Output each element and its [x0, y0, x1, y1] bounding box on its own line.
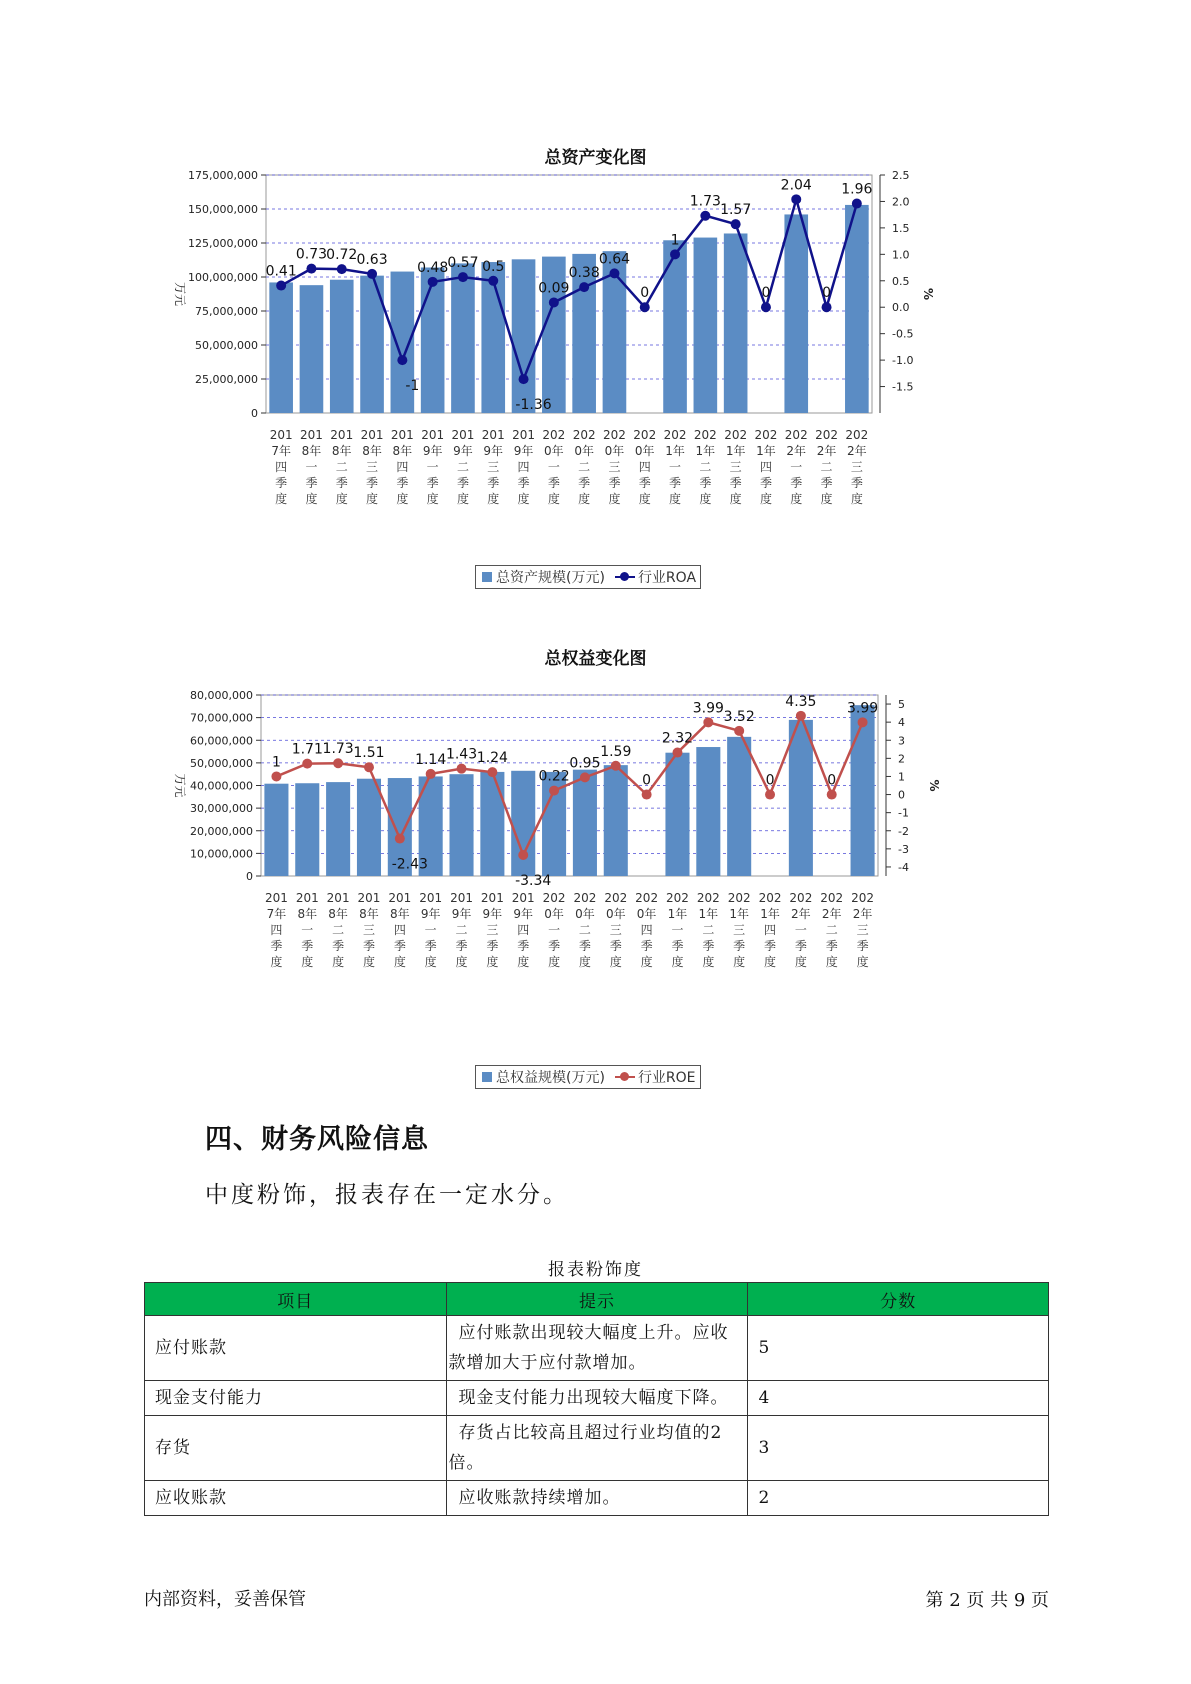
data-label: 0.73 — [295, 246, 328, 263]
line-point — [397, 355, 407, 365]
legend-line-swatch — [615, 576, 635, 578]
y-tick-label: 125,000,000 — [188, 237, 258, 250]
line-point — [796, 711, 806, 721]
bar — [851, 705, 875, 876]
x-tick-label: 202 2年二季度 — [820, 891, 844, 969]
y-tick-label: 175,000,000 — [188, 170, 258, 182]
y2-tick-label: 0 — [898, 788, 905, 802]
data-label: 0.09 — [538, 280, 570, 297]
data-label: 0.95 — [569, 755, 601, 772]
data-label: 0 — [761, 285, 771, 302]
bar — [663, 240, 687, 413]
legend-bar-label: 总资产规模(万元) — [496, 570, 605, 586]
x-tick-label: 202 1年四季度 — [758, 891, 782, 969]
data-label: 0 — [765, 772, 775, 789]
data-label: 1.71 — [291, 741, 323, 758]
cell-item: 应付账款 — [145, 1316, 447, 1381]
bar — [330, 280, 354, 413]
data-label: 1.51 — [353, 745, 385, 762]
y2-tick-label: 2.5 — [892, 170, 910, 182]
x-tick-label: 202 2年三季度 — [845, 428, 869, 506]
y2-axis-label: % — [927, 779, 941, 792]
y-tick-label: 50,000,000 — [195, 339, 258, 352]
line-point — [765, 790, 775, 800]
data-label: 0 — [642, 772, 652, 789]
table-caption: 报表粉饰度 — [548, 1260, 643, 1280]
x-tick-label: 202 1年二季度 — [693, 428, 717, 506]
data-label: -3.34 — [515, 873, 552, 890]
y-tick-label: 0 — [246, 870, 253, 883]
section-heading: 四、财务风险信息 — [205, 1124, 429, 1155]
x-tick-label: 202 2年一季度 — [784, 428, 808, 506]
cell-item: 应收账款 — [145, 1481, 447, 1516]
data-label: 0 — [640, 285, 650, 302]
bar — [727, 737, 751, 876]
bar — [696, 747, 720, 876]
y2-tick-label: 0.5 — [892, 274, 910, 288]
line-point — [700, 211, 710, 221]
line-point — [670, 249, 680, 259]
line-point — [271, 771, 281, 781]
bar — [421, 267, 445, 413]
y2-tick-label: 5 — [898, 698, 905, 712]
y2-tick-label: 4 — [898, 716, 905, 730]
x-tick-label: 202 2年二季度 — [815, 428, 839, 506]
cell-item: 存货 — [145, 1416, 447, 1481]
line-point — [761, 302, 771, 312]
line-point — [458, 272, 468, 282]
line-point — [734, 726, 744, 736]
header-tip: 提示 — [446, 1283, 748, 1316]
y-tick-label: 25,000,000 — [195, 373, 258, 386]
data-label: 1.14 — [415, 751, 447, 768]
x-tick-label: 201 9年一季度 — [419, 891, 443, 969]
line-point — [549, 297, 559, 307]
y2-tick-label: -3 — [898, 842, 909, 856]
data-label: 2.04 — [780, 177, 812, 194]
cell-tip: 现金支付能力出现较大幅度下降。 — [446, 1381, 748, 1416]
x-tick-label: 201 9年一季度 — [421, 428, 445, 506]
y2-tick-label: -1 — [898, 806, 909, 820]
x-tick-label: 202 1年二季度 — [696, 891, 720, 969]
bar — [269, 282, 293, 413]
risk-table — [144, 1282, 1049, 1516]
chart-legend-equity — [475, 1065, 701, 1089]
x-tick-label: 201 9年三季度 — [480, 891, 504, 969]
x-tick-label: 201 9年二季度 — [450, 891, 473, 969]
y2-tick-label: 3 — [898, 734, 905, 748]
line-point — [395, 834, 405, 844]
cell-score: 4 — [748, 1381, 1049, 1416]
bar — [357, 779, 381, 876]
line-point — [858, 717, 868, 727]
data-label: 4.35 — [785, 693, 817, 710]
line-point — [642, 790, 652, 800]
line-point — [306, 264, 316, 274]
y2-axis-label: % — [921, 287, 935, 301]
line-point — [457, 764, 467, 774]
table-header-row — [145, 1283, 1049, 1316]
y-tick-label: 70,000,000 — [190, 711, 253, 725]
y2-tick-label: 0.0 — [892, 301, 910, 315]
table-row — [145, 1381, 1049, 1416]
legend-bar-label: 总权益规模(万元) — [496, 1070, 605, 1086]
chart-total-equity — [170, 680, 1010, 1060]
x-tick-label: 201 9年二季度 — [451, 428, 475, 506]
data-label: 1.43 — [445, 746, 478, 763]
y-tick-label: 75,000,000 — [195, 305, 258, 318]
data-label: 0.57 — [447, 255, 479, 272]
x-tick-label: 201 9年三季度 — [481, 428, 505, 506]
y-tick-label: 100,000,000 — [188, 271, 258, 284]
cell-score: 5 — [748, 1316, 1049, 1381]
data-label: 0.72 — [326, 247, 358, 264]
data-label: -2.43 — [391, 856, 428, 873]
bar — [511, 771, 535, 876]
y-tick-label: 80,000,000 — [190, 689, 253, 702]
x-tick-label: 201 8年一季度 — [295, 891, 319, 969]
line-point — [518, 850, 528, 860]
y-tick-label: 0 — [251, 407, 258, 420]
bar — [694, 238, 718, 413]
x-tick-label: 202 1年三季度 — [727, 891, 751, 969]
x-tick-label: 202 0年四季度 — [633, 428, 657, 506]
line-point — [549, 786, 559, 796]
x-tick-label: 201 8年三季度 — [357, 891, 381, 969]
x-tick-label: 201 8年一季度 — [299, 428, 323, 506]
line-point — [488, 276, 498, 286]
y-tick-label: 40,000,000 — [190, 779, 253, 793]
y2-tick-label: 2.0 — [892, 195, 910, 209]
chart-title-assets: 总资产变化图 — [544, 148, 647, 168]
header-score: 分数 — [748, 1283, 1049, 1316]
x-tick-label: 202 0年三季度 — [602, 428, 626, 506]
line-point — [703, 717, 713, 727]
bar — [789, 720, 813, 876]
y-tick-label: 10,000,000 — [190, 847, 253, 861]
x-tick-label: 201 8年四季度 — [390, 428, 414, 506]
cell-score: 3 — [748, 1416, 1049, 1481]
chart-title-equity: 总权益变化图 — [544, 649, 647, 669]
chart-legend-assets — [475, 565, 701, 589]
header-item: 项目 — [145, 1283, 447, 1316]
line-point — [731, 219, 741, 229]
table-row — [145, 1481, 1049, 1516]
bar — [295, 783, 319, 876]
cell-tip: 应收账款持续增加。 — [446, 1481, 748, 1516]
y2-tick-label: -0.5 — [892, 327, 914, 341]
y2-tick-label: 1.0 — [892, 248, 910, 262]
x-tick-label: 201 8年二季度 — [326, 891, 350, 969]
y-tick-label: 150,000,000 — [188, 203, 258, 216]
chart-total-assets — [170, 170, 1010, 560]
line-point — [367, 269, 377, 279]
x-tick-label: 202 1年三季度 — [724, 428, 748, 506]
bar — [326, 782, 350, 876]
data-label: 0.63 — [356, 251, 388, 268]
data-label: 1.73 — [689, 193, 721, 210]
x-tick-label: 202 0年一季度 — [542, 891, 566, 969]
x-tick-label: 202 0年三季度 — [604, 891, 628, 969]
line-point — [333, 758, 343, 768]
x-tick-label: 201 8年四季度 — [388, 891, 412, 969]
y-tick-label: 20,000,000 — [190, 824, 253, 838]
cell-score: 2 — [748, 1481, 1049, 1516]
data-label: 0.38 — [568, 265, 600, 282]
y-axis-label: 万元 — [173, 773, 187, 798]
x-tick-label: 201 9年四季度 — [511, 891, 535, 969]
line-point — [672, 748, 682, 758]
cell-tip: 存货占比较高且超过行业均值的2倍。 — [446, 1416, 748, 1481]
data-label: 1.96 — [841, 181, 873, 198]
cell-tip: 应付账款出现较大幅度上升。应收款增加大于应付款增加。 — [446, 1316, 748, 1381]
data-label: 0.64 — [598, 251, 631, 268]
x-tick-label: 202 0年二季度 — [572, 428, 596, 506]
data-label: 1 — [670, 232, 680, 249]
x-tick-label: 202 0年二季度 — [573, 891, 597, 969]
bar — [300, 285, 324, 413]
y2-tick-label: -2 — [898, 824, 909, 838]
bar — [573, 770, 597, 876]
legend-bar-swatch — [482, 1072, 492, 1082]
y2-tick-label: -4 — [898, 860, 909, 874]
line-point — [852, 199, 862, 209]
x-tick-label: 201 7年四季度 — [269, 428, 293, 506]
x-tick-label: 202 1年一季度 — [666, 891, 689, 969]
x-tick-label: 202 2年三季度 — [851, 891, 875, 969]
data-label: 3.52 — [723, 708, 755, 725]
cell-item: 现金支付能力 — [145, 1381, 447, 1416]
y2-tick-label: -1.5 — [892, 380, 914, 394]
line-point — [791, 194, 801, 204]
data-label: 0.5 — [482, 258, 505, 275]
x-tick-label: 202 0年一季度 — [542, 428, 566, 506]
x-tick-label: 201 9年四季度 — [512, 428, 536, 506]
bar — [784, 214, 808, 413]
bar — [480, 772, 504, 876]
data-label: 1 — [271, 754, 281, 771]
data-label: 0 — [822, 285, 832, 302]
bar — [449, 774, 473, 876]
data-label: -1.36 — [515, 397, 552, 414]
data-label: 1.24 — [476, 750, 508, 767]
data-label: 1.73 — [322, 741, 354, 758]
data-label: 2.32 — [661, 730, 694, 747]
y2-tick-label: 1.5 — [892, 221, 910, 235]
legend-line-swatch — [615, 1076, 635, 1078]
x-tick-label: 201 7年四季度 — [264, 891, 288, 969]
legend-line-label: 行业ROE — [637, 1070, 696, 1086]
data-label: 1.59 — [600, 743, 632, 760]
y-tick-label: 30,000,000 — [190, 802, 253, 816]
footer-page-number: 第 2 页 共 9 页 — [925, 1590, 1049, 1611]
legend-bar-swatch — [482, 572, 492, 582]
line-point — [364, 762, 374, 772]
y2-tick-label: 1 — [898, 770, 905, 784]
line-point — [609, 268, 619, 278]
line-point — [337, 264, 347, 274]
line-point — [428, 277, 438, 287]
data-label: 0.22 — [538, 768, 570, 785]
x-tick-label: 201 8年二季度 — [330, 428, 354, 506]
y-tick-label: 50,000,000 — [190, 756, 253, 770]
line-point — [579, 282, 589, 292]
bar — [512, 259, 536, 413]
data-label: 1.57 — [720, 202, 752, 219]
x-tick-label: 202 1年四季度 — [754, 428, 778, 506]
data-label: 3.99 — [692, 700, 724, 717]
bar — [665, 753, 689, 876]
footer-confidential: 内部资料，妥善保管 — [144, 1589, 306, 1610]
data-label: 0.41 — [265, 263, 297, 280]
bar — [604, 765, 628, 876]
line-point — [426, 769, 436, 779]
line-point — [487, 767, 497, 777]
legend-line-label: 行业ROA — [637, 570, 697, 586]
x-tick-label: 201 8年三季度 — [360, 428, 384, 506]
bar — [724, 233, 748, 413]
bar — [451, 263, 475, 413]
y-axis-label: 万元 — [173, 281, 187, 307]
line-point — [580, 772, 590, 782]
data-label: 0 — [827, 772, 837, 789]
y2-tick-label: -1.0 — [892, 354, 914, 368]
x-tick-label: 202 0年四季度 — [635, 891, 659, 969]
x-tick-label: 202 1年一季度 — [663, 428, 687, 506]
line-point — [302, 759, 312, 769]
section-summary: 中度粉饰，报表存在一定水分。 — [205, 1182, 569, 1208]
data-label: 3.99 — [846, 700, 879, 717]
data-label: -1 — [405, 378, 420, 395]
data-label: 0.48 — [417, 259, 449, 276]
line-point — [640, 302, 650, 312]
x-tick-label: 202 2年一季度 — [789, 891, 813, 969]
line-point — [519, 374, 529, 384]
table-row — [145, 1316, 1049, 1381]
line-point — [822, 302, 832, 312]
line-point — [827, 790, 837, 800]
bar — [264, 784, 288, 876]
table-row — [145, 1416, 1049, 1481]
line-point — [276, 281, 286, 291]
line-point — [611, 761, 621, 771]
y-tick-label: 60,000,000 — [190, 734, 253, 748]
y2-tick-label: 2 — [898, 752, 905, 766]
